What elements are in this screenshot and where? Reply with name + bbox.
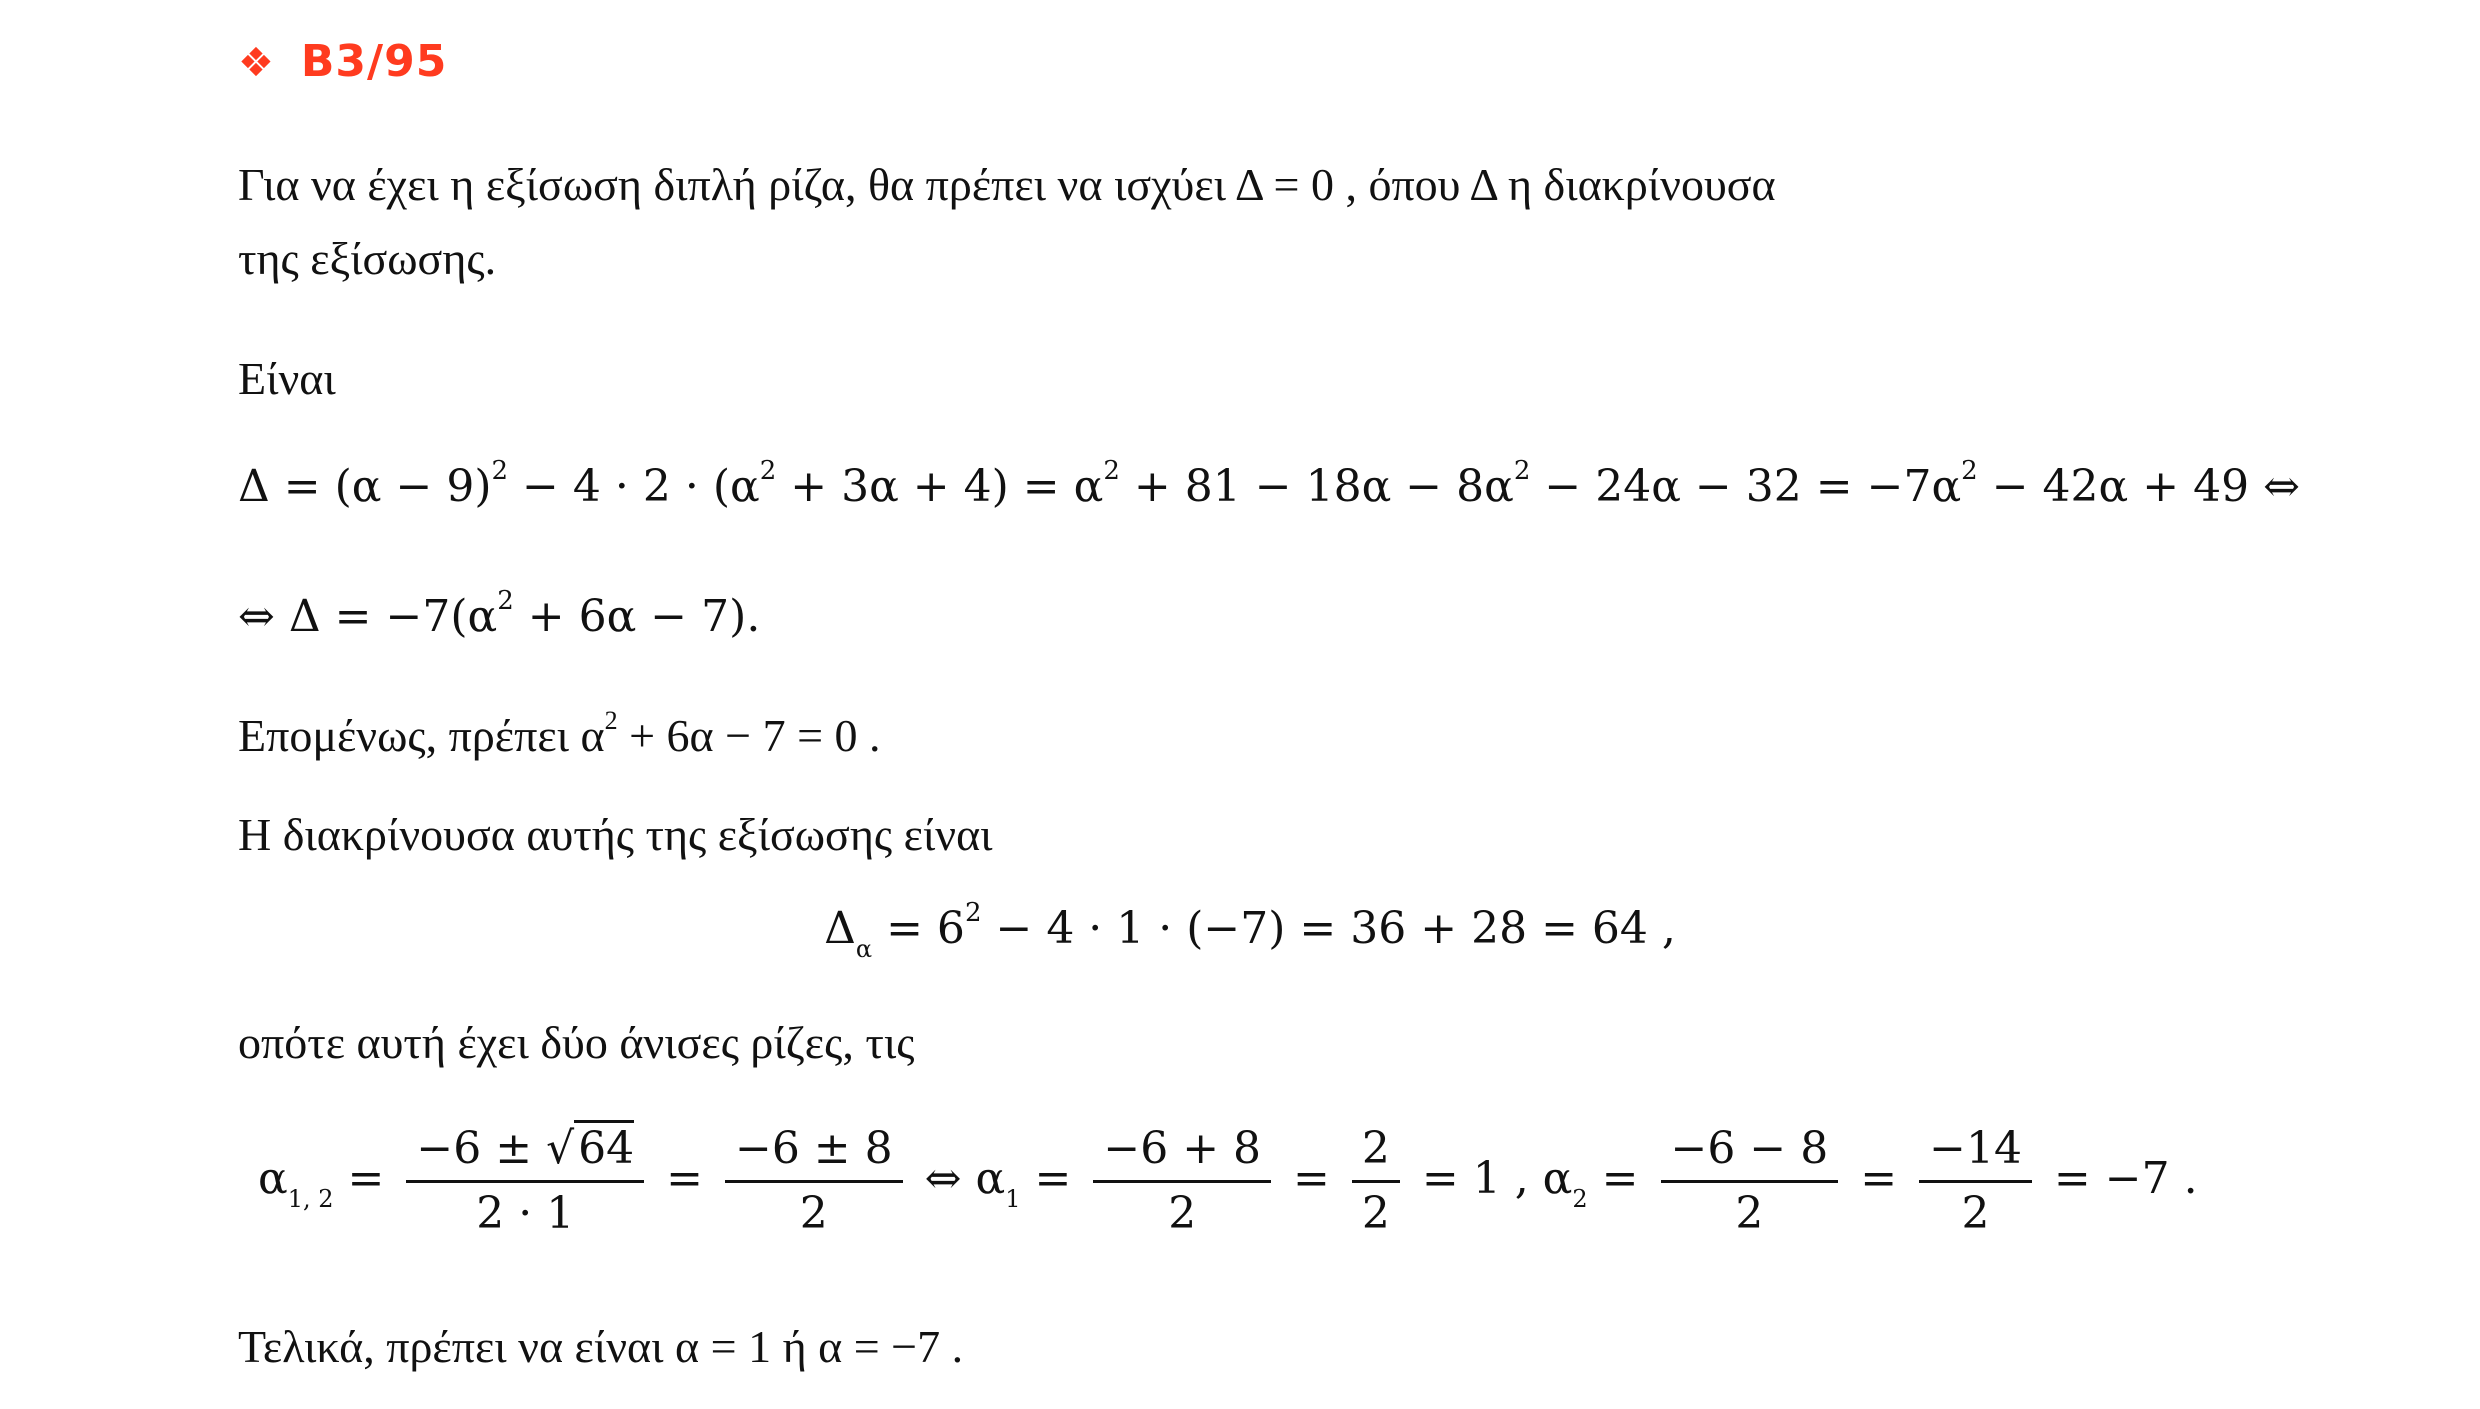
section-title	[238, 36, 447, 87]
therefore-line: Επομένως, πρέπει $\alpha^2 + 6\alpha - 7 = 0$ .	[238, 706, 881, 761]
diamond-bullet-icon: ❖	[238, 40, 275, 86]
fraction-5: $\frac{-6 - 8}{2}$	[1661, 1118, 1839, 1245]
intro-line-2: της εξίσωσης.	[238, 233, 497, 284]
title-text: B3/95	[300, 36, 448, 87]
fraction-4: $\frac{2}{2}$	[1352, 1118, 1400, 1245]
einai-label: Είναι	[238, 353, 336, 404]
discriminant-text: Η διακρίνουσα αυτής της εξίσωσης είναι	[238, 809, 993, 860]
conclusion-line: Τελικά, πρέπει να είναι α = 1 ή α = −7 .	[238, 1321, 964, 1372]
intro-line-1: Για να έχει η εξίσωση διπλή ρίζα, θα πρέπει να ισχύει Δ = 0 , όπου Δ η διακρίνουσα	[238, 159, 1776, 210]
equation-discriminant-alpha: $\Delta_\alpha = 6^2 - 4 \cdot 1 \cdot (-7) = 36 + 28 = 64$ ,	[824, 898, 1676, 963]
equation-delta-expansion: $\Delta = (\alpha - 9)^2 - 4 \cdot 2 \cdot (\alpha^2 + 3\alpha + 4) = \alpha^2 + 81 - 18\alpha - 8\alpha^2 - 24\alpha - 32 = -7\alpha^2 - 42\alpha + 49$ ⇔	[238, 456, 2300, 512]
fraction-6: $\frac{-14}{2}$	[1919, 1118, 2032, 1245]
roots-text: οπότε αυτή έχει δύο άνισες ρίζες, τις	[238, 1017, 915, 1068]
fraction-2: $\frac{-6 \pm 8}{2}$	[725, 1118, 903, 1245]
fraction-quadratic-formula: $\frac{-6 \pm √64}{2 \cdot 1}$	[406, 1118, 644, 1245]
equation-roots: $\alpha_{1, 2}$ = $\frac{-6 \pm √64}{2 \cdot 1}$ = $\frac{-6 \pm 8}{2}$ ⇔ $\alpha_1$ = $\frac{-6 + 8}{2}$ = $\frac{2}{2}$ = 1 , $\alpha_2$ = $\frac{-6 - 8}{2}$ = $\frac{-14}{2}$ = −7 .	[258, 1118, 2198, 1245]
fraction-3: $\frac{-6 + 8}{2}$	[1093, 1118, 1271, 1245]
equation-delta-factored: ⇔ $\Delta = -7(\alpha^2 + 6\alpha - 7)$.	[238, 586, 761, 642]
